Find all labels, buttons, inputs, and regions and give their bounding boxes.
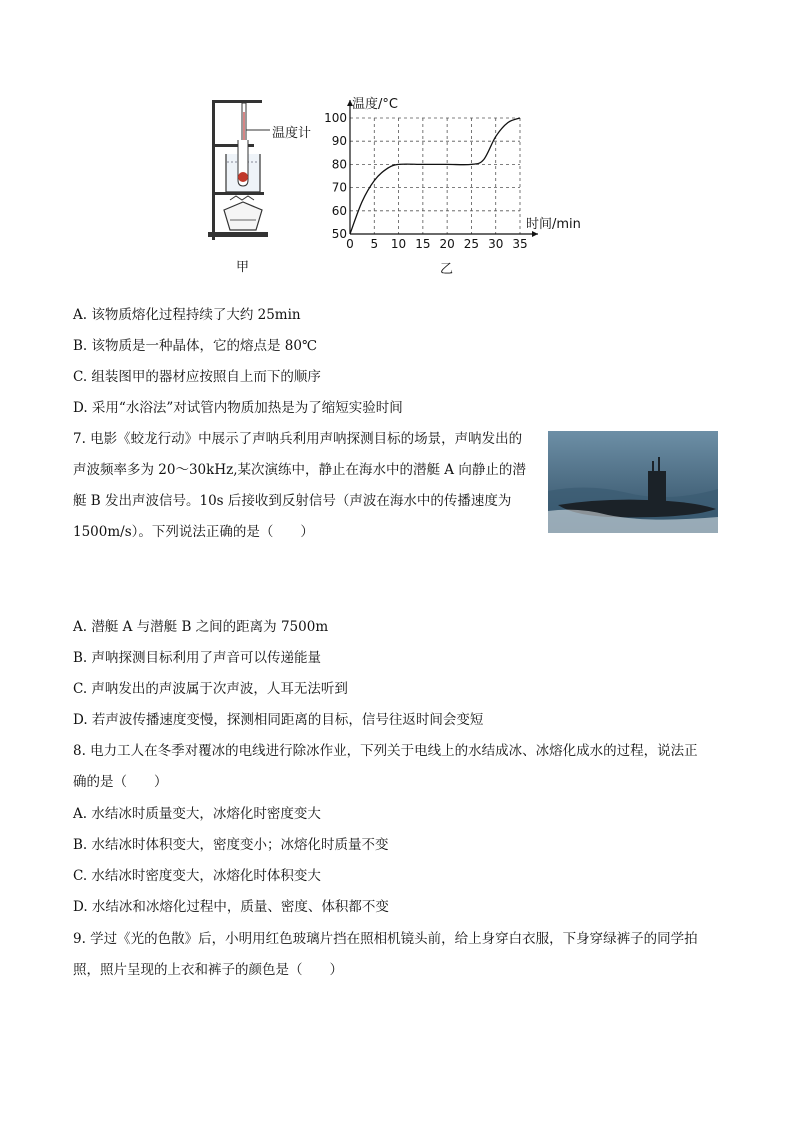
y-axis-label: 温度/°C bbox=[352, 97, 398, 112]
y-tick-label: 70 bbox=[331, 180, 347, 195]
stand-rod bbox=[212, 100, 215, 240]
y-tick-label: 90 bbox=[331, 134, 347, 149]
submarine-sail bbox=[648, 471, 666, 501]
thermometer-label: 温度计 bbox=[272, 126, 312, 141]
q7-stem-line-3: 艇 B 发出声波信号。10s 后接收到反射信号（声波在海水中的传播速度为 bbox=[73, 493, 512, 509]
x-tick-label: 0 bbox=[346, 237, 354, 251]
x-tick-label: 25 bbox=[463, 237, 480, 251]
top-clamp bbox=[212, 100, 262, 103]
substance bbox=[238, 172, 248, 182]
q7-stem-line-1: 7. 电影《蛟龙行动》中展示了声呐兵利用声呐探测目标的场景，声呐发出的 bbox=[73, 431, 523, 447]
y-tick-label: 50 bbox=[331, 227, 347, 241]
apparatus-diagram bbox=[200, 92, 310, 282]
q6-option-c: C. 组装图甲的器材应按照自上而下的顺序 bbox=[73, 369, 321, 385]
q8-stem-line-2: 确的是（ ） bbox=[73, 774, 168, 790]
series bbox=[350, 118, 520, 234]
q8-stem-line-1: 8. 电力工人在冬季对覆冰的电线进行除冰作业，下列关于电线上的水结成冰、冰熔化成水的过程，说法正 bbox=[73, 743, 698, 759]
q9-stem-line-2: 照，照片呈现的上衣和裤子的颜色是（ ） bbox=[73, 962, 343, 978]
caption-yi: 乙 bbox=[440, 262, 454, 277]
x-tick-label: 20 bbox=[439, 237, 455, 251]
q6-option-b: B. 该物质是一种晶体，它的熔点是 80℃ bbox=[73, 338, 318, 354]
q6-option-a: A. 该物质熔化过程持续了大约 25min bbox=[73, 307, 301, 323]
q7-option-d: D. 若声波传播速度变慢，探测相同距离的目标，信号往返时间会变短 bbox=[73, 712, 484, 728]
q8-option-a: A. 水结冰时质量变大，冰熔化时密度变大 bbox=[73, 806, 321, 822]
q7-option-c: C. 声呐发出的声波属于次声波，人耳无法听到 bbox=[73, 681, 348, 697]
axes bbox=[347, 100, 538, 237]
q7-option-a: A. 潜艇 A 与潜艇 B 之间的距离为 7500m bbox=[73, 619, 329, 635]
ring-support bbox=[212, 192, 264, 195]
q7-stem-line-4: 1500m/s）。下列说法正确的是（ ） bbox=[73, 524, 314, 540]
caption-jia: 甲 bbox=[236, 260, 250, 275]
x-tick-label: 30 bbox=[488, 237, 504, 251]
temperature-time-chart bbox=[324, 92, 590, 282]
y-tick-label: 60 bbox=[331, 203, 347, 218]
stand-base bbox=[208, 232, 268, 237]
x-tick-label: 35 bbox=[512, 237, 528, 251]
q8-option-d: D. 水结冰和冰熔化过程中，质量、密度、体积都不变 bbox=[73, 899, 389, 915]
y-tick-label: 100 bbox=[324, 111, 347, 125]
q7-stem-line-2: 声波频率多为 20～30kHz,某次演练中，静止在海水中的潜艇 A 向静止的潜 bbox=[73, 462, 526, 478]
q8-option-c: C. 水结冰时密度变大，冰熔化时体积变大 bbox=[73, 868, 321, 884]
ticks bbox=[324, 111, 528, 251]
x-tick-label: 15 bbox=[415, 237, 431, 251]
submarine-photo bbox=[548, 431, 718, 533]
alcohol-lamp bbox=[224, 202, 262, 230]
series-line bbox=[350, 118, 520, 234]
x-tick-label: 10 bbox=[390, 237, 407, 251]
flame-icon bbox=[230, 196, 254, 200]
x-tick-label: 5 bbox=[370, 237, 379, 251]
q8-option-b: B. 水结冰时体积变大，密度变小；冰熔化时质量不变 bbox=[73, 837, 389, 853]
q7-option-b: B. 声呐探测目标利用了声音可以传递能量 bbox=[73, 650, 322, 666]
x-axis-label: 时间/min bbox=[526, 217, 581, 232]
q6-option-d: D. 采用“水浴法”对试管内物质加热是为了缩短实验时间 bbox=[73, 400, 403, 416]
y-tick-label: 80 bbox=[331, 157, 347, 172]
figure-row bbox=[200, 92, 600, 282]
q9-stem-line-1: 9. 学过《光的色散》后，小明用红色玻璃片挡在照相机镜头前，给上身穿白衣服，下身穿绿裤子的同学拍 bbox=[73, 931, 698, 947]
grid bbox=[350, 118, 520, 234]
